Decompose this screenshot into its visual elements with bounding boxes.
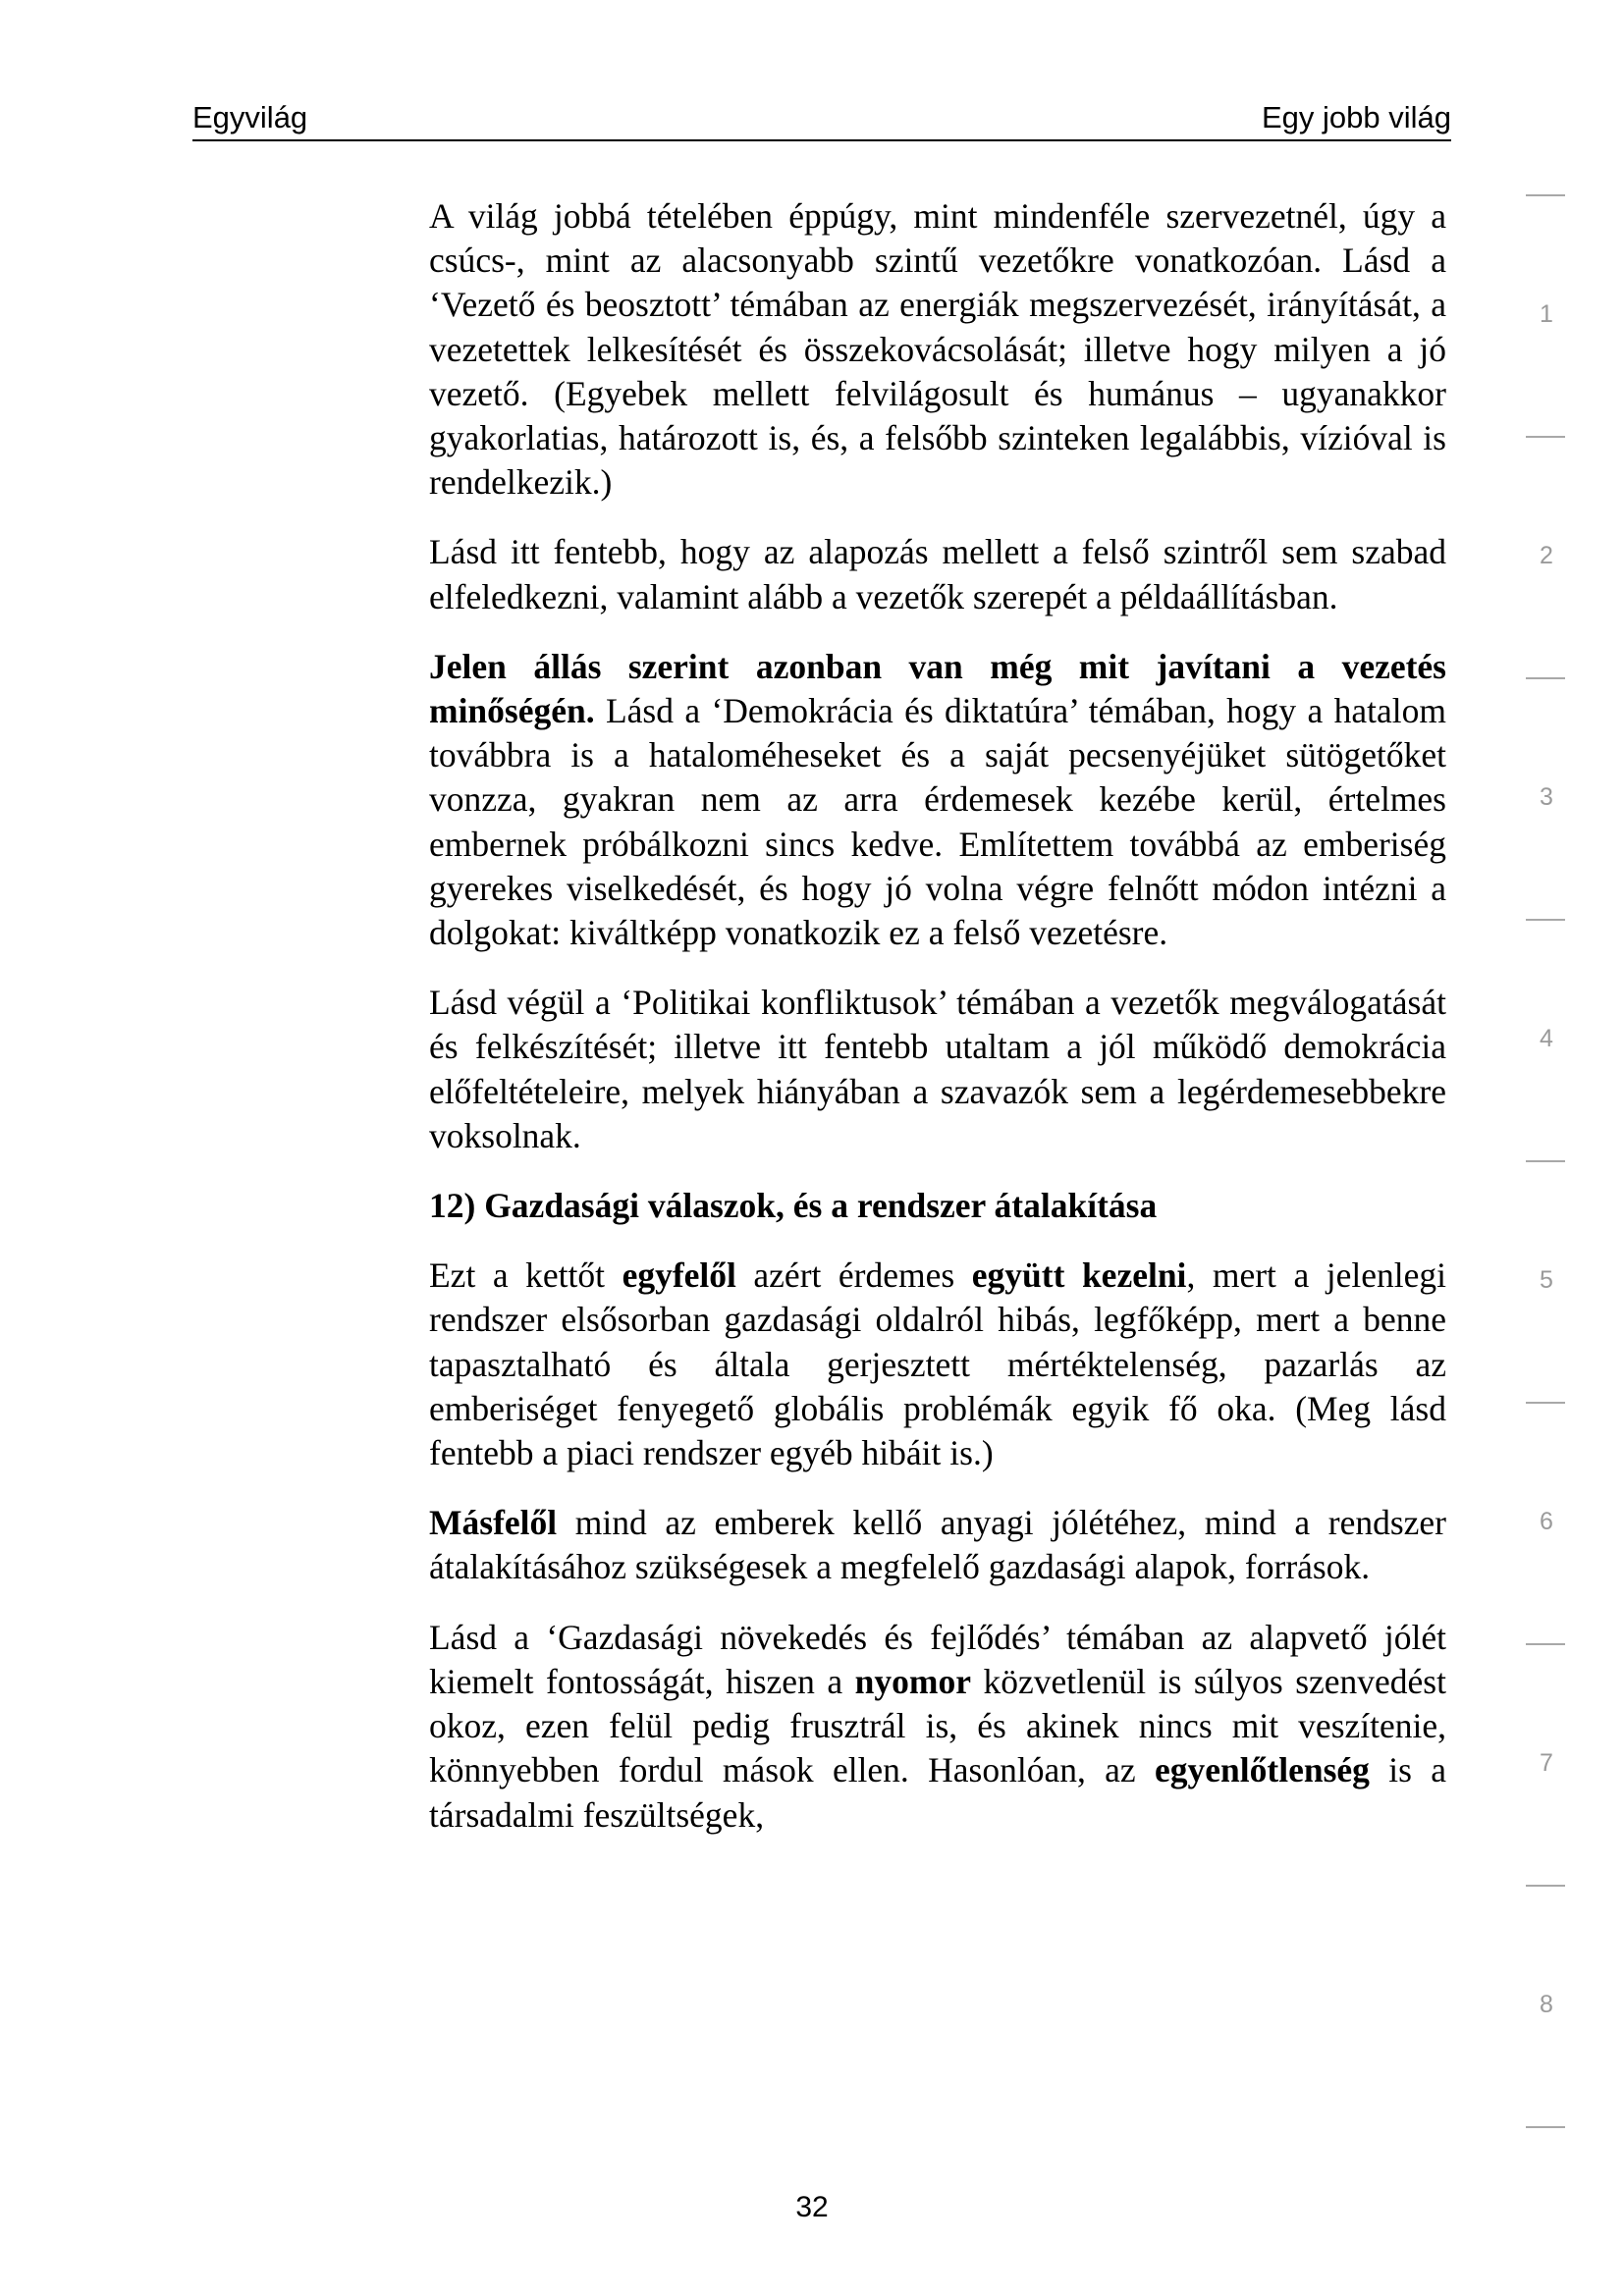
paragraph-text: Lásd végül a ‘Politikai konfliktusok’ témában a vezetők megválogatását és felkészítését; illetve itt fentebb utaltam a jól működő demokrácia előfeltételeire, melyek hiányában a szavazók sem a legérdemesebbekre voksolnak. [429,983,1446,1155]
ruler-tick [1526,436,1565,438]
paragraph [429,981,1446,1158]
header-chapter-title: Egy jobb világ [1261,100,1451,134]
ruler-number: 6 [1540,1508,1553,1535]
ruler-number: 5 [1540,1266,1553,1294]
paragraph-text: , mert a jelenlegi rendszer elsősorban gazdasági oldalról hibás, legfőképp, mert a benne tapasztalható és általa gerjesztett mértéktelenség, pazarlás az emberiséget fenyegető globális problémák egyik fő oka. (Meg lásd fentebb a piaci rendszer egyéb hibáit is.) [429,1255,1446,1473]
paragraph [429,1616,1446,1838]
ruler-number: 8 [1540,1991,1553,2018]
section-heading: 12) Gazdasági válaszok, és a rendszer átalakítása [429,1186,1158,1226]
paragraph-text: közvetlenül is súlyos szenvedést okoz, ezen felül pedig frusztrál is, és akinek nincs mit veszítenie, könnyebben fordul mások ellen. Hasonlóan, az [429,1661,1446,1790]
page-number: 32 [795,2191,829,2223]
bold-lead-text: Jelen állás szerint azonban van még mit javítani a vezetés minőségén. [429,646,1446,731]
ruler-number: 4 [1540,1025,1553,1052]
paragraph-text: Lásd a ‘Gazdasági növekedés és fejlődés’ témában az alapvető jólét kiemelt fontosságát, hiszen a [429,1617,1446,1701]
ruler-number: 7 [1540,1749,1553,1777]
paragraph-text: is a társadalmi feszültségek, [429,1750,1446,1835]
paragraph [429,1501,1446,1589]
paragraph-text: Lásd itt fentebb, hogy az alapozás mellett a felső szintről sem szabad elfeledkezni, valamint alább a vezetők szerepét a példaállításban. [429,532,1446,616]
paragraph-text: Ezt a kettőt [429,1255,623,1296]
margin-ruler [1512,0,1571,2296]
emphasis-text: Másfelől [429,1503,558,1543]
ruler-tick [1526,1885,1565,1887]
ruler-tick [1526,2126,1565,2128]
paragraph-text: azért érdemes [735,1255,972,1296]
paragraph [429,1254,1446,1475]
emphasis-text: egyfelől [622,1255,736,1296]
running-header [192,98,1451,141]
ruler-tick [1526,194,1565,196]
header-book-title: Egyvilág [192,100,308,134]
ruler-tick [1526,1402,1565,1404]
ruler-tick [1526,919,1565,921]
ruler-number: 2 [1540,542,1553,569]
paragraph-text: A világ jobbá tételében éppúgy, mint mindenféle szervezetnél, úgy a csúcs-, mint az alacsonyabb szintű vezetőkre vonatkozóan. Lásd a ‘Vezető és beosztott’ témában az energiák megszervezését, irányítását, a vezetettek lelkesítését és összekovácsolását; illetve hogy milyen a jó vezető. (Egyebek mellett felvilágosult és humánus – ugyanakkor gyakorlatias, határozott is, és, a felsőbb szinteken legalábbis, vízióval is rendelkezik.) [429,196,1446,503]
paragraph [429,645,1446,955]
emphasis-text: nyomor [854,1661,971,1701]
ruler-number: 1 [1540,300,1553,328]
body-text [429,194,1446,1863]
emphasis-text: egyenlőtlenség [1155,1750,1370,1790]
paragraph [429,194,1446,505]
paragraph [429,530,1446,618]
emphasis-text: együtt kezelni [971,1255,1187,1296]
ruler-tick [1526,1643,1565,1645]
ruler-tick [1526,677,1565,679]
ruler-number: 3 [1540,783,1553,811]
ruler-tick [1526,1160,1565,1162]
paragraph-text: Lásd a ‘Demokrácia és diktatúra’ témában, hogy a hatalom továbbra is a hataloméheseket és a saját pecsenyéjüket sütögetőket vonzza, gyakran nem az arra érdemesek kezébe kerül, értelmes embernek próbálkozni sincs kedve. Említettem továbbá az emberiség gyerekes viselkedését, és hogy jó volna végre felnőtt módon intézni a dolgokat: kiváltképp vonatkozik ez a felső vezetésre. [429,691,1446,953]
paragraph-text: mind az emberek kellő anyagi jólétéhez, mind a rendszer átalakításához szükségesek a megfelelő gazdasági alapok, források. [429,1503,1446,1587]
